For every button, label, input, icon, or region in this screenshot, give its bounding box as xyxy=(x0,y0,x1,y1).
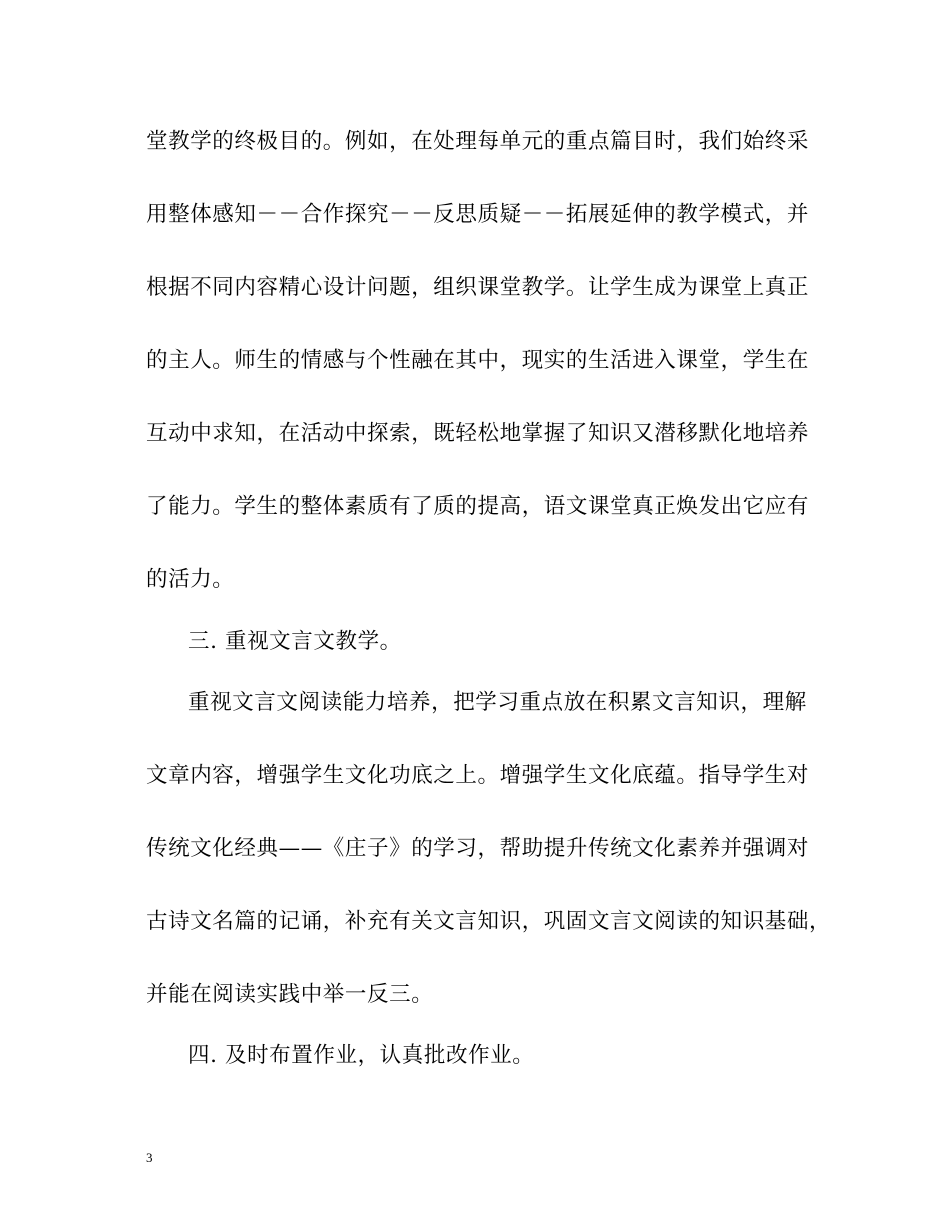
body-text-line: 根据不同内容精心设计问题，组织课堂教学。让学生成为课堂上真正 xyxy=(146,275,810,300)
body-text-line: 的活力。 xyxy=(146,567,235,592)
body-text-line: 堂教学的终极目的。例如，在处理每单元的重点篇目时，我们始终采 xyxy=(146,129,810,154)
paragraph-first-line: 重视文言文阅读能力培养，把学习重点放在积累文言知识，理解 xyxy=(188,690,807,715)
body-text-line: 文章内容，增强学生文化功底之上。增强学生文化底蕴。指导学生对 xyxy=(146,763,810,788)
body-text-line: 的主人。师生的情感与个性融在其中，现实的生活进入课堂，学生在 xyxy=(146,348,810,373)
body-text-line: 用整体感知－－合作探究－－反思质疑－－拓展延伸的教学模式，并 xyxy=(146,202,810,227)
section-heading: 四. 及时布置作业，认真批改作业。 xyxy=(188,1043,535,1068)
body-text-line: 并能在阅读实践中举一反三。 xyxy=(146,982,434,1007)
body-text-line: 了能力。学生的整体素质有了质的提高，语文课堂真正焕发出它应有 xyxy=(146,494,810,519)
section-heading: 三. 重视文言文教学。 xyxy=(188,629,402,654)
body-text-line: 传统文化经典——《庄子》的学习，帮助提升传统文化素养并强调对 xyxy=(146,836,810,861)
body-text-line: 古诗文名篇的记诵，补充有关文言知识，巩固文言文阅读的知识基础， xyxy=(146,909,832,934)
body-text-line: 互动中求知，在活动中探索，既轻松地掌握了知识又潜移默化地培养 xyxy=(146,421,810,446)
page-number: 3 xyxy=(146,1150,153,1165)
